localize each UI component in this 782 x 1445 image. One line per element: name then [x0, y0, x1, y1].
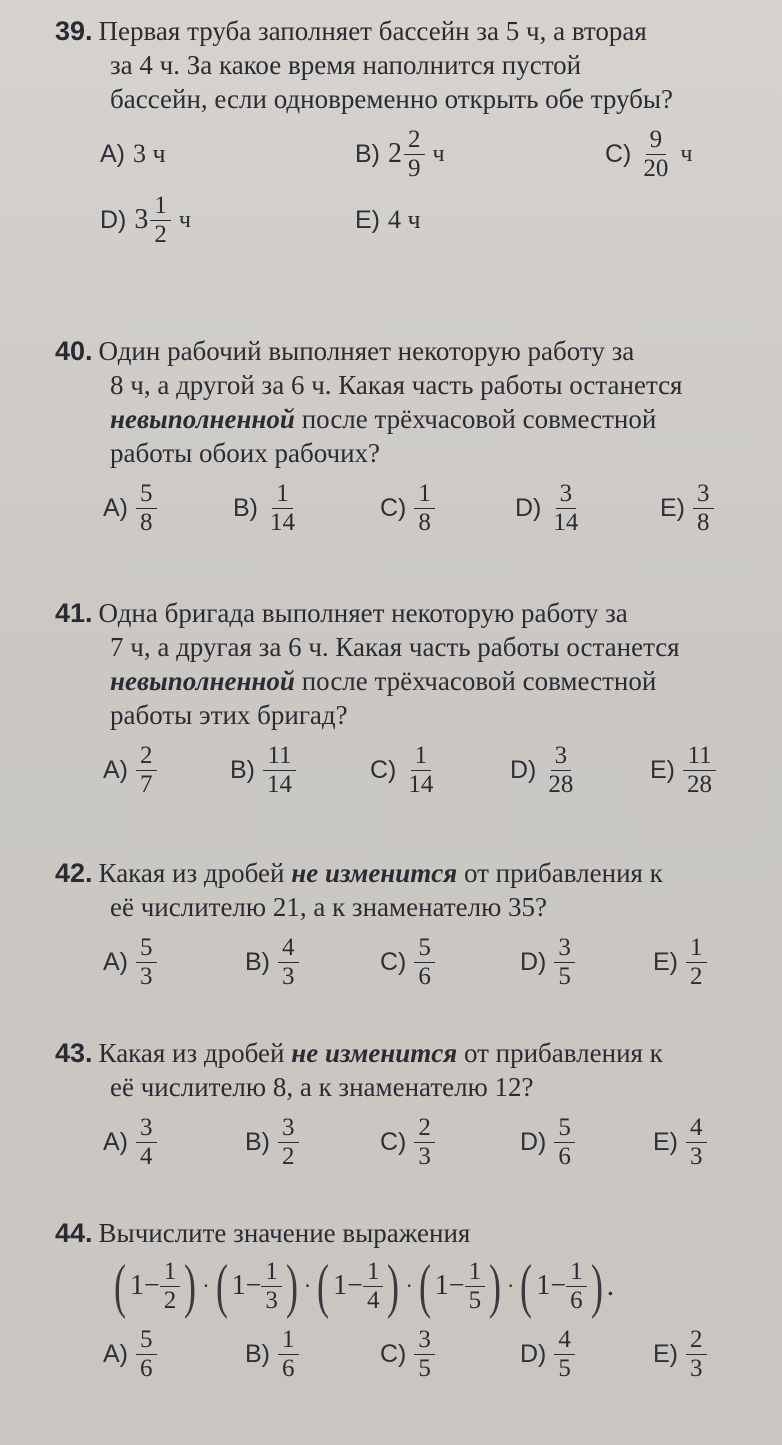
- answer-option-b[interactable]: [245, 930, 299, 994]
- denominator: 4: [366, 1286, 380, 1314]
- answer-option-b[interactable]: [233, 476, 299, 540]
- answer-option-d[interactable]: [520, 1322, 575, 1386]
- answer-letter: A): [103, 493, 128, 522]
- answer-fraction: [686, 1326, 707, 1383]
- problem-41: [55, 596, 777, 808]
- term-fraction: [566, 1258, 587, 1315]
- answer-letter: D): [510, 755, 537, 784]
- answer-letter: A): [103, 755, 128, 784]
- line-pre: Какая из дробей: [98, 1038, 292, 1068]
- answer-option-c[interactable]: [380, 1110, 435, 1174]
- denominator: 5: [558, 1354, 571, 1382]
- problem-line: Вычислите значение выражения: [98, 1218, 471, 1248]
- answer-fraction: [554, 1326, 575, 1383]
- numerator: 2: [414, 1114, 435, 1143]
- problem-line: за 4 ч. За какое время наполнится пустой: [110, 50, 582, 80]
- answer-letter: D): [520, 1339, 547, 1368]
- denominator: 5: [558, 962, 571, 990]
- term-fraction: [363, 1258, 384, 1315]
- problem-line: [55, 664, 777, 698]
- answer-value: 3 ч: [133, 139, 166, 168]
- denominator: 8: [418, 508, 431, 536]
- answer-option-a[interactable]: [103, 1110, 157, 1174]
- answer-letter: B): [233, 493, 258, 522]
- problem-text: [55, 14, 777, 116]
- answer-fraction: [549, 480, 582, 537]
- answer-fraction: [136, 742, 157, 799]
- answer-option-b[interactable]: [355, 122, 445, 186]
- numerator: 5: [136, 1326, 157, 1355]
- denominator: 3: [418, 1142, 431, 1170]
- numerator: 9: [646, 126, 667, 155]
- emphasis-word: не изменится: [291, 1038, 458, 1068]
- answer-row: [55, 1322, 777, 1392]
- term-fraction: [261, 1258, 282, 1315]
- problem-44: [55, 1216, 777, 1392]
- denominator: 4: [140, 1142, 153, 1170]
- numerator: 1: [261, 1258, 282, 1287]
- numerator: 1: [686, 934, 707, 963]
- problem-line: Один рабочий выполняет некоторую работу за: [98, 336, 635, 366]
- problem-number: 43.: [55, 1038, 93, 1068]
- numerator: 2: [136, 742, 157, 771]
- answer-option-d[interactable]: [520, 1110, 575, 1174]
- answer-fraction: [693, 480, 714, 537]
- answer-option-c[interactable]: [380, 476, 435, 540]
- problem-text: [55, 1216, 777, 1250]
- problem-39: [55, 14, 777, 252]
- numerator: 3: [556, 480, 577, 509]
- denominator: 20: [643, 154, 669, 182]
- answer-letter: B): [245, 1127, 270, 1156]
- answer-letter: E): [653, 1127, 678, 1156]
- numerator: 5: [136, 480, 157, 509]
- answer-row: [55, 188, 777, 252]
- answer-fraction: [686, 934, 707, 991]
- answer-row: [55, 476, 777, 546]
- answer-fraction: [686, 1114, 707, 1171]
- problem-number: 44.: [55, 1218, 93, 1248]
- numerator: 11: [263, 742, 295, 771]
- problem-40: [55, 334, 777, 546]
- answer-letter: A): [103, 1127, 128, 1156]
- answer-letter: E): [653, 1339, 678, 1368]
- answer-option-c[interactable]: [605, 122, 692, 186]
- answer-letter: C): [605, 139, 632, 168]
- numerator: 3: [693, 480, 714, 509]
- answer-fraction: [683, 742, 716, 799]
- answer-option-b[interactable]: [245, 1110, 299, 1174]
- answer-letter: C): [380, 947, 407, 976]
- problem-line: 8 ч, а другой за 6 ч. Какая часть работы останется: [110, 370, 683, 400]
- problem-42: [55, 856, 777, 1000]
- answer-option-e[interactable]: [653, 930, 707, 994]
- multiply-dot: ·: [303, 1273, 312, 1298]
- answer-option-e[interactable]: [653, 1322, 707, 1386]
- expression-term: ( 1 − $\frac{1}{6}$ ): [520, 1253, 603, 1319]
- answer-fraction: [150, 192, 171, 249]
- denominator: 3: [282, 962, 295, 990]
- answer-letter: E): [650, 755, 675, 784]
- answer-letter: B): [245, 947, 270, 976]
- numerator: 5: [136, 934, 157, 963]
- answer-letter: D): [100, 205, 127, 234]
- denominator: 14: [553, 508, 579, 536]
- line-pre: Какая из дробей: [98, 858, 292, 888]
- emphasis-word: невыполненной: [110, 404, 295, 434]
- answer-whole: 3: [134, 204, 149, 235]
- problem-number: 39.: [55, 16, 93, 46]
- problem-text: [55, 1036, 777, 1104]
- denominator: 7: [140, 770, 153, 798]
- answer-option-e[interactable]: [660, 476, 714, 540]
- answer-row: [55, 738, 777, 808]
- answer-letter: C): [380, 493, 407, 522]
- denominator: 9: [408, 154, 421, 182]
- problem-number: 40.: [55, 336, 93, 366]
- numerator: 1: [160, 1258, 181, 1287]
- problem-line: Одна бригада выполняет некоторую работу за: [98, 598, 628, 628]
- answer-letter: D): [520, 1127, 547, 1156]
- numerator: 1: [363, 1258, 384, 1287]
- answer-row: [55, 122, 777, 186]
- term-fraction: [465, 1258, 486, 1315]
- answer-fraction: [414, 1114, 435, 1171]
- problem-text: [55, 596, 777, 732]
- answer-whole: 2: [388, 138, 402, 169]
- answer-option-a[interactable]: [103, 1322, 157, 1386]
- answer-unit: ч: [680, 140, 693, 167]
- denominator: 3: [690, 1142, 703, 1170]
- answer-unit: ч: [432, 140, 445, 167]
- answer-fraction: [136, 1114, 157, 1171]
- numerator: 4: [686, 1114, 707, 1143]
- answer-option-b[interactable]: [245, 1322, 299, 1386]
- multiply-dot: ·: [405, 1273, 413, 1298]
- denominator: 5: [468, 1286, 482, 1314]
- answer-option-e[interactable]: [653, 1110, 707, 1174]
- expression-term: ( 1 − $\frac{1}{5}$ ): [418, 1253, 502, 1319]
- answer-letter: E): [355, 205, 380, 234]
- numerator: 3: [554, 934, 575, 963]
- denominator: 2: [282, 1142, 295, 1170]
- numerator: 2: [686, 1326, 707, 1355]
- answer-option-c[interactable]: [370, 738, 437, 802]
- answer-fraction: [554, 1114, 575, 1171]
- denominator: 6: [140, 1354, 153, 1382]
- answer-letter: A): [103, 947, 128, 976]
- answer-option-c[interactable]: [380, 930, 435, 994]
- expression-term: ( 1 − $\frac{1}{3}$ ): [215, 1253, 298, 1319]
- answer-option-c[interactable]: [380, 1322, 435, 1386]
- answer-fraction: [404, 126, 425, 183]
- expression-term: ( 1 − $\frac{1}{2}$ ): [113, 1253, 197, 1319]
- numerator: 5: [414, 934, 435, 963]
- answer-fraction: [544, 742, 577, 799]
- denominator: 28: [548, 770, 574, 798]
- answer-option-a[interactable]: [103, 738, 157, 802]
- answer-option-d[interactable]: [520, 930, 575, 994]
- math-expression: [110, 1253, 777, 1319]
- answer-fraction: [136, 480, 157, 537]
- numerator: 1: [465, 1258, 486, 1287]
- emphasis-word: невыполненной: [110, 666, 295, 696]
- multiply-dot: ·: [202, 1273, 210, 1298]
- answer-letter: B): [355, 139, 380, 168]
- denominator: 2: [163, 1286, 177, 1314]
- numerator: 3: [136, 1114, 157, 1143]
- answer-letter: D): [520, 947, 547, 976]
- line-post: от прибавления к: [457, 1038, 663, 1068]
- answer-fraction: [278, 1326, 299, 1383]
- problem-line: её числителю 21, а к знаменателю 35?: [110, 892, 547, 922]
- answer-option-d[interactable]: [515, 476, 582, 540]
- denominator: 3: [265, 1286, 278, 1314]
- answer-letter: A): [100, 139, 125, 168]
- answer-option-a[interactable]: [103, 476, 157, 540]
- answer-fraction: [404, 742, 437, 799]
- numerator: 3: [414, 1326, 435, 1355]
- numerator: 4: [554, 1326, 575, 1355]
- denominator: 14: [267, 770, 292, 798]
- expression-term: ( 1 − $\frac{1}{4}$ ): [317, 1253, 400, 1319]
- answer-letter: C): [380, 1127, 407, 1156]
- denominator: 6: [282, 1354, 295, 1382]
- numerator: 11: [683, 742, 715, 771]
- numerator: 2: [404, 126, 425, 155]
- answer-fraction: [414, 934, 435, 991]
- numerator: 1: [411, 742, 432, 771]
- denominator: 6: [570, 1286, 583, 1314]
- denominator: 3: [690, 1354, 703, 1382]
- numerator: 1: [272, 480, 293, 509]
- answer-letter: A): [103, 1339, 128, 1368]
- answer-option-a[interactable]: [100, 122, 166, 186]
- denominator: 2: [690, 962, 703, 990]
- denominator: 8: [140, 508, 153, 536]
- numerator: 1: [566, 1258, 587, 1287]
- expression-end: .: [606, 1269, 615, 1302]
- answer-fraction: [554, 934, 575, 991]
- term-fraction: [160, 1258, 181, 1315]
- answer-option-b[interactable]: [230, 738, 296, 802]
- answer-fraction: [414, 1326, 435, 1383]
- problem-line: Первая труба заполняет бассейн за 5 ч, а вторая: [98, 16, 647, 46]
- numerator: 4: [278, 934, 299, 963]
- answer-option-e[interactable]: [355, 188, 421, 252]
- answer-letter: E): [653, 947, 678, 976]
- denominator: 14: [270, 508, 295, 536]
- numerator: 1: [150, 192, 171, 221]
- problem-line: 7 ч, а другая за 6 ч. Какая часть работы останется: [110, 632, 680, 662]
- answer-fraction: [263, 742, 296, 799]
- answer-fraction: [278, 1114, 299, 1171]
- answer-fraction: [136, 934, 157, 991]
- problem-line: работы обоих рабочих?: [110, 438, 381, 468]
- problem-line: бассейн, если одновременно открыть обе трубы?: [110, 84, 674, 114]
- answer-fraction: [136, 1326, 157, 1383]
- line-rest: после трёхчасовой совместной: [294, 666, 657, 696]
- numerator: 3: [551, 742, 572, 771]
- answer-letter: C): [370, 755, 397, 784]
- problem-text: [55, 856, 777, 924]
- answer-letter: B): [230, 755, 255, 784]
- numerator: 1: [414, 480, 435, 509]
- answer-unit: ч: [178, 206, 191, 233]
- problem-line: [55, 402, 777, 436]
- answer-fraction: [414, 480, 435, 537]
- answer-letter: E): [660, 493, 685, 522]
- answer-value: 4 ч: [388, 205, 421, 234]
- answer-option-d[interactable]: [510, 738, 577, 802]
- problem-43: [55, 1036, 777, 1180]
- line-post: от прибавления к: [457, 858, 663, 888]
- multiply-dot: ·: [507, 1273, 515, 1298]
- denominator: 5: [418, 1354, 431, 1382]
- numerator: 1: [278, 1326, 299, 1355]
- answer-fraction: [278, 934, 299, 991]
- denominator: 14: [408, 770, 434, 798]
- denominator: 6: [558, 1142, 571, 1170]
- problem-line: её числителю 8, а к знаменателю 12?: [110, 1072, 534, 1102]
- numerator: 3: [278, 1114, 299, 1143]
- answer-fraction: [639, 126, 672, 183]
- answer-letter: B): [245, 1339, 270, 1368]
- problem-number: 42.: [55, 858, 93, 888]
- answer-option-a[interactable]: [103, 930, 157, 994]
- denominator: 8: [697, 508, 710, 536]
- emphasis-word: не изменится: [291, 858, 458, 888]
- line-rest: после трёхчасовой совместной: [294, 404, 657, 434]
- problem-line: работы этих бригад?: [110, 700, 348, 730]
- answer-fraction: [266, 480, 299, 537]
- problem-number: 41.: [55, 598, 93, 628]
- numerator: 5: [554, 1114, 575, 1143]
- answer-row: [55, 1110, 777, 1180]
- answer-option-e[interactable]: [650, 738, 716, 802]
- answer-row: [55, 930, 777, 1000]
- problem-text: [55, 334, 777, 470]
- denominator: 28: [687, 770, 712, 798]
- denominator: 2: [154, 220, 167, 248]
- answer-option-d[interactable]: [100, 188, 191, 252]
- answer-letter: D): [515, 493, 542, 522]
- denominator: 3: [140, 962, 153, 990]
- denominator: 6: [418, 962, 431, 990]
- answer-letter: C): [380, 1339, 407, 1368]
